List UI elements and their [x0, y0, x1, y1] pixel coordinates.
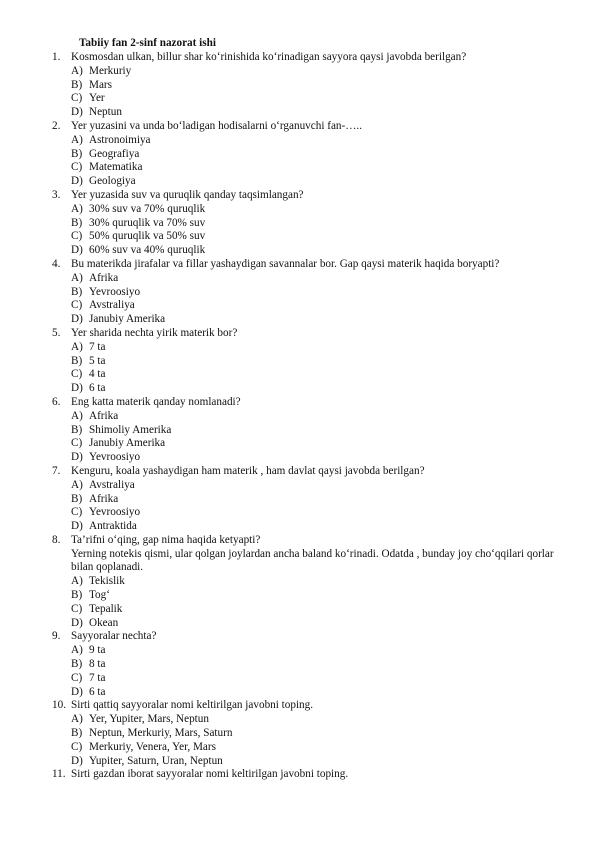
- question-item: [0, 699, 596, 768]
- option-letter: D): [71, 685, 83, 698]
- option-text: Yevroosiyo: [89, 451, 141, 464]
- question-number: 11.: [52, 768, 66, 781]
- option-text: Neptun: [89, 106, 122, 119]
- option-text: 5 ta: [89, 354, 106, 367]
- answer-option: [0, 382, 596, 396]
- answer-option: [0, 506, 596, 520]
- option-text: Geologiya: [89, 175, 136, 188]
- question-item: [0, 534, 596, 631]
- answer-option: [0, 272, 596, 286]
- answer-option: [0, 410, 596, 424]
- question-number: 5.: [52, 326, 61, 339]
- option-letter: A): [71, 409, 83, 422]
- answer-option: [0, 589, 596, 603]
- option-text: Shimoliy Amerika: [89, 423, 172, 436]
- answer-option: [0, 424, 596, 438]
- question-text: Sirti qattiq sayyoralar nomi keltirilgan javobni toping.: [71, 699, 314, 712]
- question-text: Eng katta materik qanday nomlanadi?: [71, 395, 241, 408]
- option-letter: B): [71, 727, 83, 740]
- question-number: 8.: [52, 533, 61, 546]
- question-line: [0, 327, 596, 341]
- answer-option: [0, 686, 596, 700]
- option-letter: A): [71, 64, 83, 77]
- option-text: Avstraliya: [89, 299, 135, 312]
- answer-option: [0, 106, 596, 120]
- option-text: Janubiy Amerika: [89, 313, 166, 326]
- question-text: Yer yuzasini va unda bo‘ladigan hodisalarni o‘rganuvchi fan-…..: [71, 119, 363, 132]
- question-item: [0, 51, 596, 120]
- option-letter: A): [71, 478, 83, 491]
- option-text: Okean: [89, 616, 119, 629]
- option-letter: A): [71, 575, 83, 588]
- answer-option: [0, 148, 596, 162]
- answer-option: [0, 520, 596, 534]
- answer-option: [0, 479, 596, 493]
- question-text: Bu materikda jirafalar va fillar yashaydigan savannalar bor. Gap qaysi materik haqida boryapti?: [71, 257, 500, 270]
- option-text: Tekislik: [89, 575, 125, 588]
- option-letter: B): [71, 589, 83, 602]
- question-item: [0, 768, 596, 782]
- answer-option: [0, 203, 596, 217]
- option-letter: D): [71, 451, 83, 464]
- answer-option: [0, 672, 596, 686]
- option-text: 4 ta: [89, 368, 106, 381]
- answer-option: [0, 644, 596, 658]
- option-text: Avstraliya: [89, 478, 135, 491]
- option-text: Yevroosiyo: [89, 506, 141, 519]
- answer-option: [0, 92, 596, 106]
- option-letter: C): [71, 506, 83, 519]
- question-line: [0, 396, 596, 410]
- question-line: [0, 699, 596, 713]
- question-text: Kosmosdan ulkan, billur shar ko‘rinishida ko‘rinadigan sayyora qaysi javobda berilgan?: [71, 51, 467, 63]
- answer-option: [0, 437, 596, 451]
- option-text: Mars: [89, 78, 112, 91]
- question-number: 9.: [52, 630, 61, 643]
- option-letter: A): [71, 202, 83, 215]
- question-item: [0, 258, 596, 327]
- question-line: [0, 465, 596, 479]
- answer-option: [0, 299, 596, 313]
- option-letter: B): [71, 354, 83, 367]
- option-text: Tepalik: [89, 602, 123, 615]
- option-letter: B): [71, 285, 83, 298]
- option-letter: C): [71, 740, 83, 753]
- answer-option: [0, 313, 596, 327]
- option-text: 8 ta: [89, 658, 106, 671]
- question-number: 4.: [52, 257, 61, 270]
- option-letter: D): [71, 616, 83, 629]
- option-text: 7 ta: [89, 340, 106, 353]
- option-text: Matematika: [89, 161, 143, 174]
- answer-option: [0, 727, 596, 741]
- question-description: Yerning notekis qismi, ular qolgan joylardan ancha baland ko‘rinadi. Odatda , bunday joy cho‘qqilari qorlar bilan qoplanadi.: [71, 547, 554, 574]
- option-text: Afrika: [89, 271, 119, 284]
- option-letter: A): [71, 271, 83, 284]
- question-line: [0, 258, 596, 272]
- answer-option: [0, 134, 596, 148]
- question-line: [0, 51, 596, 65]
- option-text: Afrika: [89, 409, 119, 422]
- option-text: Antraktida: [89, 520, 137, 533]
- option-text: Geografiya: [89, 147, 140, 160]
- answer-option: [0, 175, 596, 189]
- option-letter: B): [71, 216, 83, 229]
- question-number: 10.: [52, 699, 66, 712]
- option-text: Neptun, Merkuriy, Mars, Saturn: [89, 727, 233, 740]
- answer-option: [0, 161, 596, 175]
- question-item: [0, 396, 596, 465]
- answer-option: [0, 230, 596, 244]
- option-text: 60% suv va 40% quruqlik: [89, 244, 206, 257]
- option-letter: D): [71, 244, 83, 257]
- answer-option: [0, 493, 596, 507]
- answer-option: [0, 617, 596, 631]
- option-letter: D): [71, 382, 83, 395]
- question-number: 7.: [52, 464, 61, 477]
- option-text: Yevroosiyo: [89, 285, 141, 298]
- option-text: Astronoimiya: [89, 133, 151, 146]
- option-letter: B): [71, 78, 83, 91]
- option-letter: A): [71, 340, 83, 353]
- option-letter: B): [71, 658, 83, 671]
- answer-option: [0, 451, 596, 465]
- option-letter: D): [71, 754, 83, 767]
- option-letter: C): [71, 230, 83, 243]
- option-text: 50% quruqlik va 50% suv: [89, 230, 206, 243]
- question-item: [0, 327, 596, 396]
- option-text: 30% suv va 70% quruqlik: [89, 202, 206, 215]
- option-letter: B): [71, 423, 83, 436]
- option-letter: C): [71, 368, 83, 381]
- option-letter: B): [71, 147, 83, 160]
- question-text: Ta’rifni o‘qing, gap nima haqida ketyapti?: [71, 533, 261, 546]
- option-letter: C): [71, 602, 83, 615]
- question-item: [0, 120, 596, 189]
- question-line: [0, 534, 596, 548]
- option-letter: A): [71, 644, 83, 657]
- answer-option: [0, 741, 596, 755]
- option-letter: C): [71, 437, 83, 450]
- question-list: [0, 51, 596, 782]
- answer-option: [0, 79, 596, 93]
- option-letter: D): [71, 313, 83, 326]
- question-item: [0, 465, 596, 534]
- question-text: Yer sharida nechta yirik materik bor?: [71, 326, 238, 339]
- option-letter: C): [71, 161, 83, 174]
- option-text: 9 ta: [89, 644, 106, 657]
- answer-option: [0, 341, 596, 355]
- question-text: Kenguru, koala yashaydigan ham materik , ham davlat qaysi javobda berilgan?: [71, 464, 425, 477]
- question-line: [0, 768, 596, 782]
- question-number: 2.: [52, 119, 61, 132]
- answer-option: [0, 355, 596, 369]
- option-letter: C): [71, 299, 83, 312]
- option-letter: B): [71, 492, 83, 505]
- option-letter: C): [71, 92, 83, 105]
- answer-option: [0, 755, 596, 769]
- question-number: 1.: [52, 51, 61, 63]
- option-letter: A): [71, 713, 83, 726]
- answer-option: [0, 713, 596, 727]
- option-letter: D): [71, 106, 83, 119]
- answer-option: [0, 286, 596, 300]
- question-line: [0, 120, 596, 134]
- answer-option: [0, 603, 596, 617]
- option-text: 6 ta: [89, 685, 106, 698]
- answer-option: [0, 65, 596, 79]
- option-text: 30% quruqlik va 70% suv: [89, 216, 206, 229]
- option-text: Afrika: [89, 492, 119, 505]
- option-letter: A): [71, 133, 83, 146]
- option-letter: D): [71, 175, 83, 188]
- option-text: Tog‘: [89, 589, 110, 602]
- option-text: Yupiter, Saturn, Uran, Neptun: [89, 754, 223, 767]
- question-item: [0, 630, 596, 699]
- question-line: [0, 189, 596, 203]
- answer-option: [0, 368, 596, 382]
- answer-option: [0, 575, 596, 589]
- option-text: Merkuriy, Venera, Yer, Mars: [89, 740, 216, 753]
- answer-option: [0, 658, 596, 672]
- question-number: 3.: [52, 188, 61, 201]
- answer-option: [0, 217, 596, 231]
- question-text: Yer yuzasida suv va quruqlik qanday taqsimlangan?: [71, 188, 304, 201]
- option-text: Merkuriy: [89, 64, 132, 77]
- question-line: [0, 630, 596, 644]
- question-text: Sirti gazdan iborat sayyoralar nomi keltirilgan javobni toping.: [71, 768, 349, 781]
- answer-option: [0, 244, 596, 258]
- question-text: Sayyoralar nechta?: [71, 630, 157, 643]
- option-text: Janubiy Amerika: [89, 437, 166, 450]
- option-letter: D): [71, 520, 83, 533]
- option-text: 6 ta: [89, 382, 106, 395]
- document-title: Tabiiy fan 2-sinf nazorat ishi: [79, 37, 216, 49]
- option-letter: C): [71, 671, 83, 684]
- option-text: Yer, Yupiter, Mars, Neptun: [89, 713, 209, 726]
- option-text: Yer: [89, 92, 105, 105]
- option-text: 7 ta: [89, 671, 106, 684]
- question-item: [0, 189, 596, 258]
- question-number: 6.: [52, 395, 61, 408]
